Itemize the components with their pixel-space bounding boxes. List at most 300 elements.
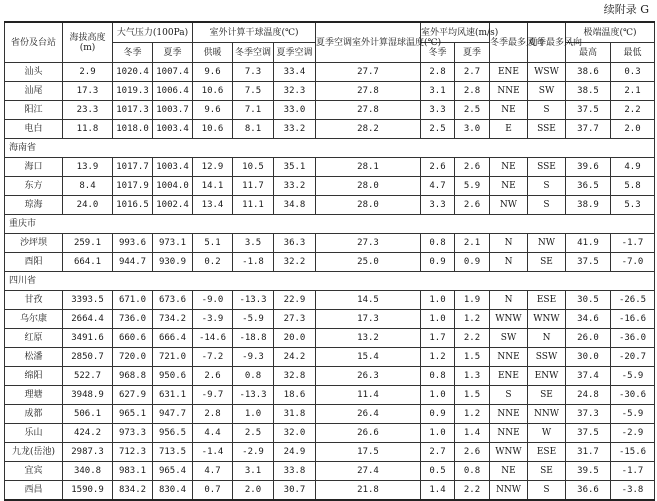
table-cell: 2.5	[233, 424, 274, 443]
table-cell: 37.5	[566, 253, 611, 272]
table-cell: 2850.7	[63, 348, 113, 367]
table-cell: WNW	[490, 443, 528, 462]
table-cell: 11.1	[233, 196, 274, 215]
table-cell: 0.9	[421, 253, 455, 272]
table-cell: 34.6	[566, 310, 611, 329]
table-cell: 1017.3	[113, 101, 153, 120]
table-cell: -26.5	[611, 291, 655, 310]
table-cell: 28.1	[316, 158, 421, 177]
province-row	[5, 272, 655, 291]
table-row	[5, 196, 655, 215]
table-cell: ESE	[528, 291, 566, 310]
station-name-cell: 酉阳	[5, 253, 63, 272]
table-cell: 1.4	[455, 424, 490, 443]
table-cell: 38.6	[566, 63, 611, 82]
table-cell: 627.9	[113, 386, 153, 405]
table-cell: 18.6	[274, 386, 316, 405]
table-cell: 1019.3	[113, 82, 153, 101]
table-cell: 36.3	[274, 234, 316, 253]
table-cell: 2.7	[421, 443, 455, 462]
table-cell: WSW	[528, 63, 566, 82]
table-cell: -3.9	[193, 310, 233, 329]
table-cell: 930.9	[153, 253, 193, 272]
table-cell: 2.5	[455, 101, 490, 120]
header-pressure: 大气压力(100Pa)	[113, 22, 193, 43]
table-cell: 1.7	[421, 329, 455, 348]
table-cell: 33.2	[274, 120, 316, 139]
header-extreme-max: 最高	[566, 43, 611, 63]
table-cell: 4.9	[611, 158, 655, 177]
table-cell: -13.3	[233, 386, 274, 405]
header-station: 省份及台站	[5, 22, 63, 63]
table-cell: S	[528, 481, 566, 501]
table-cell: 5.8	[611, 177, 655, 196]
table-cell: 9.6	[193, 63, 233, 82]
table-cell: NNW	[490, 481, 528, 501]
table-cell: 1590.9	[63, 481, 113, 501]
table-cell: 1003.4	[153, 120, 193, 139]
table-cell: 950.6	[153, 367, 193, 386]
table-cell: 2.8	[455, 82, 490, 101]
table-cell: 14.5	[316, 291, 421, 310]
table-cell: -7.2	[193, 348, 233, 367]
table-cell: 34.8	[274, 196, 316, 215]
station-name-cell: 东方	[5, 177, 63, 196]
table-cell: ENW	[528, 367, 566, 386]
station-name-cell: 宜宾	[5, 462, 63, 481]
table-cell: 37.5	[566, 424, 611, 443]
table-cell: 671.0	[113, 291, 153, 310]
station-name-cell: 乌尔康	[5, 310, 63, 329]
table-cell: N	[490, 291, 528, 310]
table-cell: 1002.4	[153, 196, 193, 215]
header-wind-summer: 夏季	[455, 43, 490, 63]
table-cell: 14.1	[193, 177, 233, 196]
table-cell: N	[490, 253, 528, 272]
table-cell: 33.2	[274, 177, 316, 196]
table-cell: NE	[490, 158, 528, 177]
table-cell: 35.1	[274, 158, 316, 177]
table-cell: 37.5	[566, 101, 611, 120]
table-cell: 1017.7	[113, 158, 153, 177]
table-cell: -30.6	[611, 386, 655, 405]
table-cell: NE	[490, 101, 528, 120]
table-cell: 5.3	[611, 196, 655, 215]
table-cell: 0.7	[193, 481, 233, 501]
table-cell: SW	[490, 329, 528, 348]
table-cell: -15.6	[611, 443, 655, 462]
header-drybulb: 室外计算干球温度(℃)	[193, 22, 316, 43]
table-cell: 38.5	[566, 82, 611, 101]
table-cell: SW	[528, 82, 566, 101]
table-cell: 734.2	[153, 310, 193, 329]
station-name-cell: 乐山	[5, 424, 63, 443]
table-cell: 3948.9	[63, 386, 113, 405]
table-cell: 2.8	[421, 63, 455, 82]
table-cell: -20.7	[611, 348, 655, 367]
table-cell: 1.0	[421, 424, 455, 443]
table-cell: 31.8	[274, 405, 316, 424]
table-cell: 38.9	[566, 196, 611, 215]
header-extreme: 极端温度(℃)	[566, 22, 655, 43]
table-cell: 2.0	[233, 481, 274, 501]
station-name-cell: 电白	[5, 120, 63, 139]
table-cell: 27.8	[316, 101, 421, 120]
table-row	[5, 348, 655, 367]
table-cell: 11.7	[233, 177, 274, 196]
table-cell: 24.8	[566, 386, 611, 405]
table-cell: 3491.6	[63, 329, 113, 348]
table-row	[5, 443, 655, 462]
header-wetbulb: 夏季空调室外计算湿球温度(℃)	[316, 22, 421, 63]
table-cell: 3.5	[233, 234, 274, 253]
table-cell: 0.8	[421, 367, 455, 386]
header-drybulb-winter-ac: 冬季空调	[233, 43, 274, 63]
table-cell: 11.4	[316, 386, 421, 405]
table-cell: NNE	[490, 348, 528, 367]
station-name-cell: 松潘	[5, 348, 63, 367]
table-cell: 32.0	[274, 424, 316, 443]
table-cell: 973.1	[153, 234, 193, 253]
table-cell: 32.8	[274, 367, 316, 386]
table-cell: 26.6	[316, 424, 421, 443]
table-cell: 39.6	[566, 158, 611, 177]
table-cell: 965.4	[153, 462, 193, 481]
table-row	[5, 310, 655, 329]
table-cell: 1020.4	[113, 63, 153, 82]
table-cell: 31.7	[566, 443, 611, 462]
table-cell: 2.1	[455, 234, 490, 253]
table-cell: 4.7	[421, 177, 455, 196]
table-cell: -2.9	[611, 424, 655, 443]
table-cell: 7.3	[233, 63, 274, 82]
table-cell: 32.3	[274, 82, 316, 101]
table-cell: 10.5	[233, 158, 274, 177]
table-cell: 8.4	[63, 177, 113, 196]
table-cell: 1017.9	[113, 177, 153, 196]
table-cell: 17.3	[316, 310, 421, 329]
table-row	[5, 481, 655, 501]
table-cell: 2.1	[611, 82, 655, 101]
table-cell: 0.2	[193, 253, 233, 272]
table-cell: 28.0	[316, 196, 421, 215]
table-cell: 13.9	[63, 158, 113, 177]
table-cell: 27.3	[316, 234, 421, 253]
table-cell: 2664.4	[63, 310, 113, 329]
table-cell: 0.8	[421, 234, 455, 253]
table-cell: -1.4	[193, 443, 233, 462]
table-cell: 12.9	[193, 158, 233, 177]
table-cell: 1.5	[455, 348, 490, 367]
station-name-cell: 红原	[5, 329, 63, 348]
table-cell: 2.6	[193, 367, 233, 386]
table-cell: 965.1	[113, 405, 153, 424]
table-cell: NW	[490, 196, 528, 215]
table-cell: 28.2	[316, 120, 421, 139]
table-cell: 24.2	[274, 348, 316, 367]
table-cell: -3.8	[611, 481, 655, 501]
station-name-cell: 成都	[5, 405, 63, 424]
station-name-cell: 汕尾	[5, 82, 63, 101]
table-cell: E	[490, 120, 528, 139]
table-cell: 3.3	[421, 196, 455, 215]
table-cell: 5.1	[193, 234, 233, 253]
table-cell: 36.6	[566, 481, 611, 501]
table-cell: 1.9	[455, 291, 490, 310]
table-cell: 2.2	[611, 101, 655, 120]
climate-data-table	[4, 21, 655, 501]
table-cell: 37.3	[566, 405, 611, 424]
table-cell: 24.0	[63, 196, 113, 215]
header-summer-dir: 夏季最多风向	[528, 22, 566, 63]
table-cell: 3.1	[421, 82, 455, 101]
table-cell: 340.8	[63, 462, 113, 481]
table-cell: 30.5	[566, 291, 611, 310]
table-cell: -1.8	[233, 253, 274, 272]
table-cell: 17.5	[316, 443, 421, 462]
table-cell: 3.1	[233, 462, 274, 481]
table-cell: NNW	[528, 405, 566, 424]
table-cell: 1003.7	[153, 101, 193, 120]
table-cell: N	[490, 234, 528, 253]
table-cell: 2.7	[455, 63, 490, 82]
table-cell: 25.0	[316, 253, 421, 272]
table-cell: 1.0	[421, 386, 455, 405]
province-row	[5, 215, 655, 234]
table-cell: 664.1	[63, 253, 113, 272]
table-cell: 1003.4	[153, 158, 193, 177]
table-row	[5, 291, 655, 310]
table-cell: 9.6	[193, 101, 233, 120]
table-cell: SSE	[528, 158, 566, 177]
table-cell: 0.8	[455, 462, 490, 481]
table-cell: 720.0	[113, 348, 153, 367]
station-name-cell: 绵阳	[5, 367, 63, 386]
table-cell: -9.3	[233, 348, 274, 367]
table-cell: 1004.0	[153, 177, 193, 196]
station-name-cell: 沙坪坝	[5, 234, 63, 253]
table-cell: 956.5	[153, 424, 193, 443]
table-cell: 1.2	[421, 348, 455, 367]
table-cell: 0.5	[421, 462, 455, 481]
table-cell: 8.1	[233, 120, 274, 139]
table-cell: -13.3	[233, 291, 274, 310]
table-cell: 2.5	[421, 120, 455, 139]
table-cell: N	[528, 329, 566, 348]
header-winter-dir: 冬季最多风向	[490, 22, 528, 63]
table-cell: 23.3	[63, 101, 113, 120]
table-cell: 10.6	[193, 120, 233, 139]
table-cell: 1.0	[233, 405, 274, 424]
table-cell: 11.8	[63, 120, 113, 139]
table-cell: 7.1	[233, 101, 274, 120]
table-cell: 1.2	[455, 405, 490, 424]
table-cell: 522.7	[63, 367, 113, 386]
station-name-cell: 汕头	[5, 63, 63, 82]
table-cell: 7.5	[233, 82, 274, 101]
table-row	[5, 82, 655, 101]
table-row	[5, 101, 655, 120]
table-row	[5, 405, 655, 424]
table-cell: 259.1	[63, 234, 113, 253]
table-cell: -36.0	[611, 329, 655, 348]
table-cell: 15.4	[316, 348, 421, 367]
table-cell: 3.3	[421, 101, 455, 120]
table-cell: 26.4	[316, 405, 421, 424]
table-cell: -9.7	[193, 386, 233, 405]
table-cell: 1.5	[455, 386, 490, 405]
table-cell: 2.6	[455, 443, 490, 462]
appendix-caption: 续附录 G	[603, 3, 649, 16]
table-cell: 1.0	[421, 291, 455, 310]
table-cell: WNW	[528, 310, 566, 329]
table-row	[5, 386, 655, 405]
table-cell: 33.0	[274, 101, 316, 120]
table-cell: 712.3	[113, 443, 153, 462]
table-cell: 0.9	[455, 253, 490, 272]
table-cell: SE	[528, 462, 566, 481]
table-cell: -9.0	[193, 291, 233, 310]
table-cell: NE	[490, 462, 528, 481]
table-cell: 1016.5	[113, 196, 153, 215]
table-cell: SSW	[528, 348, 566, 367]
table-cell: 506.1	[63, 405, 113, 424]
table-cell: 27.3	[274, 310, 316, 329]
station-name-cell: 阳江	[5, 101, 63, 120]
table-cell: ENE	[490, 367, 528, 386]
table-cell: ESE	[528, 443, 566, 462]
table-cell: 834.2	[113, 481, 153, 501]
table-cell: W	[528, 424, 566, 443]
table-cell: 2.6	[455, 158, 490, 177]
table-row	[5, 63, 655, 82]
table-cell: NNE	[490, 405, 528, 424]
table-cell: NW	[528, 234, 566, 253]
table-cell: 1.4	[421, 481, 455, 501]
header-wind-winter: 冬季	[421, 43, 455, 63]
table-cell: 36.5	[566, 177, 611, 196]
table-cell: 1.3	[455, 367, 490, 386]
table-cell: 30.7	[274, 481, 316, 501]
table-cell: ENE	[490, 63, 528, 82]
table-cell: 41.9	[566, 234, 611, 253]
table-cell: NNE	[490, 82, 528, 101]
table-cell: 27.4	[316, 462, 421, 481]
table-cell: -5.9	[611, 405, 655, 424]
table-cell: 27.8	[316, 82, 421, 101]
table-row	[5, 424, 655, 443]
table-cell: 721.0	[153, 348, 193, 367]
table-cell: -5.9	[233, 310, 274, 329]
header-altitude: 海拔高度 (m)	[63, 22, 113, 63]
table-cell: 1.0	[421, 310, 455, 329]
table-cell: -16.6	[611, 310, 655, 329]
table-cell: 1007.4	[153, 63, 193, 82]
table-cell: -1.7	[611, 462, 655, 481]
table-cell: 0.9	[421, 405, 455, 424]
province-label: 重庆市	[5, 215, 655, 234]
table-cell: 2.2	[455, 481, 490, 501]
table-cell: 10.6	[193, 82, 233, 101]
table-cell: 4.7	[193, 462, 233, 481]
table-cell: 39.5	[566, 462, 611, 481]
table-row	[5, 367, 655, 386]
table-cell: 2.9	[63, 63, 113, 82]
table-cell: S	[528, 196, 566, 215]
table-cell: 736.0	[113, 310, 153, 329]
table-cell: 28.0	[316, 177, 421, 196]
table-cell: 3.0	[455, 120, 490, 139]
table-row	[5, 462, 655, 481]
table-cell: S	[528, 177, 566, 196]
table-cell: 20.0	[274, 329, 316, 348]
table-cell: 17.3	[63, 82, 113, 101]
table-cell: 983.1	[113, 462, 153, 481]
table-cell: NE	[490, 177, 528, 196]
table-cell: 4.4	[193, 424, 233, 443]
table-cell: SSE	[528, 120, 566, 139]
table-row	[5, 234, 655, 253]
table-cell: 0.8	[233, 367, 274, 386]
table-cell: -2.9	[233, 443, 274, 462]
table-cell: 33.8	[274, 462, 316, 481]
header-extreme-min: 最低	[611, 43, 655, 63]
table-cell: -1.7	[611, 234, 655, 253]
table-cell: 13.2	[316, 329, 421, 348]
table-cell: 32.2	[274, 253, 316, 272]
table-cell: 424.2	[63, 424, 113, 443]
table-cell: 968.8	[113, 367, 153, 386]
table-cell: 2.8	[193, 405, 233, 424]
table-cell: 13.4	[193, 196, 233, 215]
station-name-cell: 西昌	[5, 481, 63, 501]
table-cell: 26.0	[566, 329, 611, 348]
table-cell: 2987.3	[63, 443, 113, 462]
table-row	[5, 120, 655, 139]
table-cell: 3393.5	[63, 291, 113, 310]
table-cell: 993.6	[113, 234, 153, 253]
table-cell: 830.4	[153, 481, 193, 501]
table-cell: S	[490, 386, 528, 405]
table-cell: 37.4	[566, 367, 611, 386]
table-cell: 631.1	[153, 386, 193, 405]
table-cell: SE	[528, 386, 566, 405]
station-name-cell: 海口	[5, 158, 63, 177]
province-label: 海南省	[5, 139, 655, 158]
station-name-cell: 九龙(岳池)	[5, 443, 63, 462]
table-cell: 660.6	[113, 329, 153, 348]
station-name-cell: 理塘	[5, 386, 63, 405]
table-cell: 5.9	[455, 177, 490, 196]
province-label: 四川省	[5, 272, 655, 291]
table-cell: 27.7	[316, 63, 421, 82]
table-cell: 0.3	[611, 63, 655, 82]
header-drybulb-heating: 供暖	[193, 43, 233, 63]
table-row	[5, 158, 655, 177]
table-cell: 713.5	[153, 443, 193, 462]
province-row	[5, 139, 655, 158]
table-cell: NNE	[490, 424, 528, 443]
table-cell: -7.0	[611, 253, 655, 272]
header-pressure-summer: 夏季	[153, 43, 193, 63]
table-cell: SE	[528, 253, 566, 272]
table-row	[5, 329, 655, 348]
header-wind: 室外平均风速(m/s)	[421, 22, 490, 43]
header-pressure-winter: 冬季	[113, 43, 153, 63]
header-drybulb-summer-ac: 夏季空调	[274, 43, 316, 63]
table-cell: 22.9	[274, 291, 316, 310]
station-name-cell: 琼海	[5, 196, 63, 215]
